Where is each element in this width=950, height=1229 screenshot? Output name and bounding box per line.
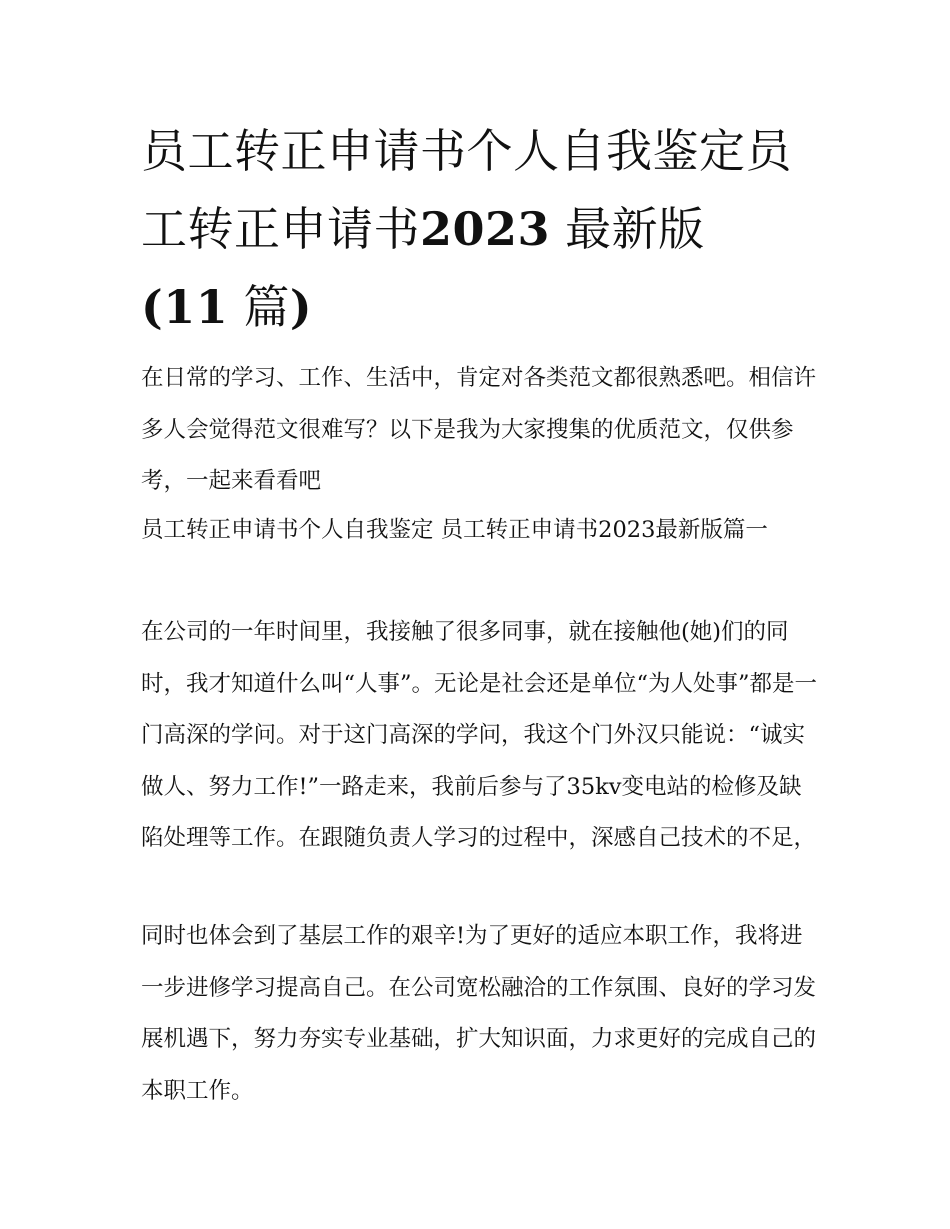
title-edition: 最新版 (565, 202, 705, 256)
title-text: 员工转正申请书个人自我鉴定员工转正申请书 (141, 124, 792, 256)
body-paragraph: 在公司的一年时间里，我接触了很多同事，就在接触他(她)们的同时，我才知道什么叫“人事”。无论是社会还是单位“为人处事”都是一门高深的学问。对于这门高深的学问，我这个门外汉只能说：“诚实做人、努力工作!”一路走来，我前后参与了35kv变电站的检修及缺陷处理等工作。在跟随负责人学习的过程中，深感自己技术的不足， (141, 619, 818, 851)
section-heading: 员工转正申请书个人自我鉴定 员工转正申请书2023最新版篇一 (141, 517, 768, 543)
title-count-word: 篇 (243, 280, 290, 334)
title-count-close: ) (289, 280, 313, 334)
title-year: 2023 (420, 202, 551, 256)
document-title (141, 112, 821, 346)
intro-paragraph: 在日常的学习、工作、生活中，肯定对各类范文都很熟悉吧。相信许多人会觉得范文很难写？以下是我为大家搜集的优质范文，仅供参考，一起来看看吧 (141, 365, 817, 494)
body-paragraph: 同时也体会到了基层工作的艰辛!为了更好的适应本职工作，我将进一步进修学习提高自己。在公司宽松融洽的工作氛围、良好的学习发展机遇下，努力夯实专业基础，扩大知识面，力求更好的完成自己的本职工作。 (141, 923, 817, 1104)
title-count-open: (11 (141, 280, 229, 334)
